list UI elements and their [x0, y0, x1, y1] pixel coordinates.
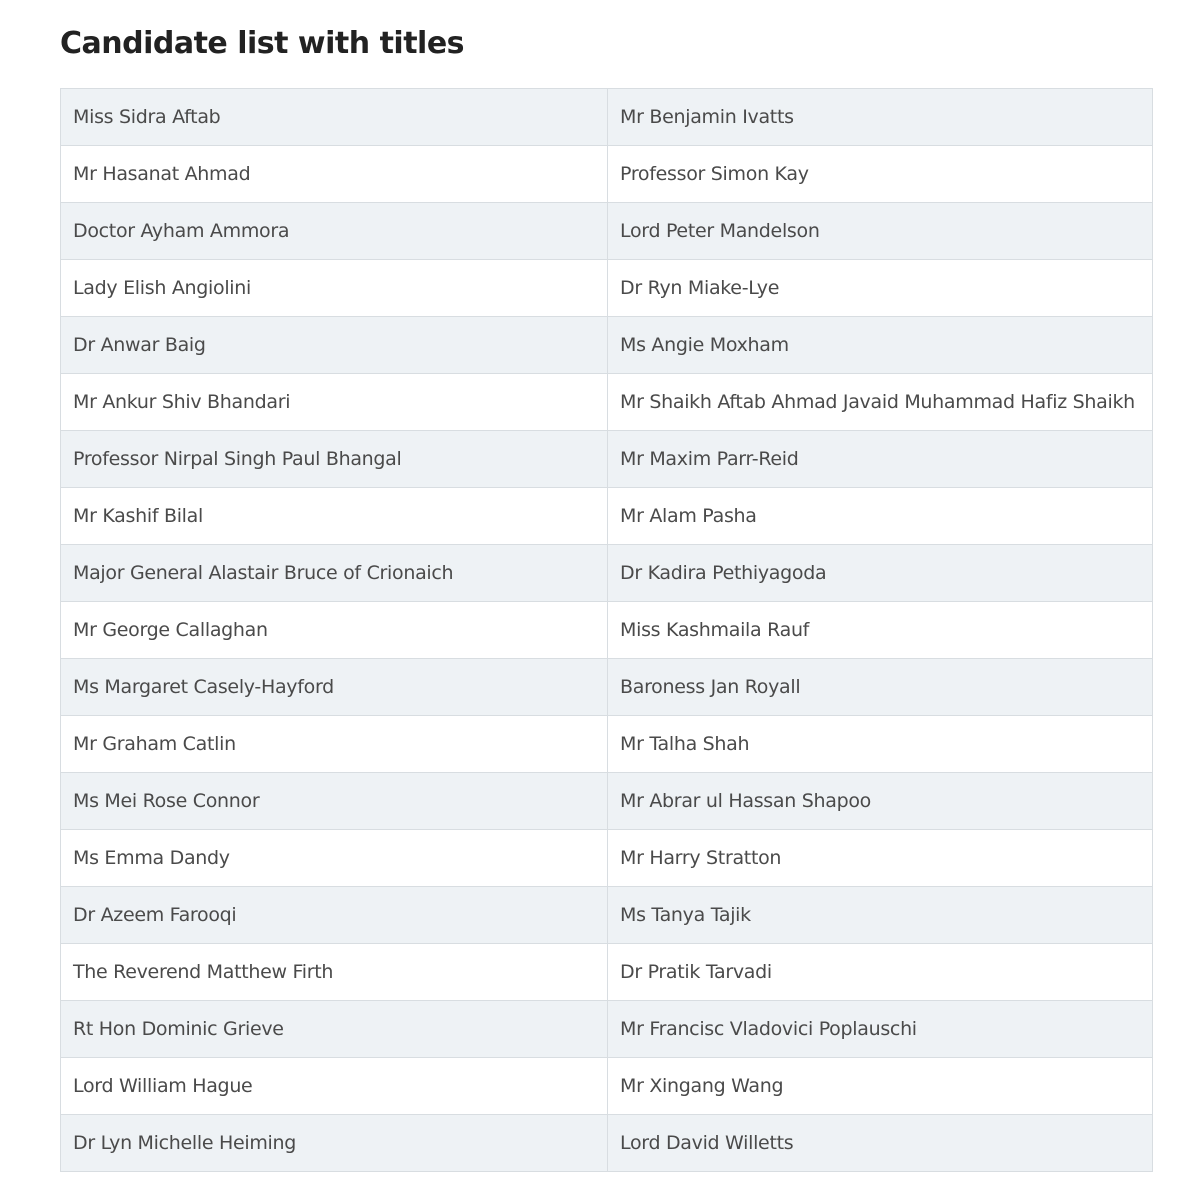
table-row [61, 1115, 1153, 1172]
table-row [61, 89, 1153, 146]
candidate-name: Mr Shaikh Aftab Ahmad Javaid Muhammad Hafiz Shaikh [608, 374, 1153, 431]
candidate-name: Doctor Ayham Ammora [61, 203, 608, 260]
table-row [61, 830, 1153, 887]
table-row [61, 716, 1153, 773]
candidate-name: Rt Hon Dominic Grieve [61, 1001, 608, 1058]
page-title: Candidate list with titles [60, 26, 465, 61]
table-row [61, 944, 1153, 1001]
candidate-name: The Reverend Matthew Firth [61, 944, 608, 1001]
candidate-name: Ms Tanya Tajik [608, 887, 1153, 944]
candidate-name: Miss Sidra Aftab [61, 89, 608, 146]
candidate-name: Mr Francisc Vladovici Poplauschi [608, 1001, 1153, 1058]
candidate-name: Baroness Jan Royall [608, 659, 1153, 716]
candidate-name: Ms Margaret Casely-Hayford [61, 659, 608, 716]
table-row [61, 1001, 1153, 1058]
candidate-name: Mr Talha Shah [608, 716, 1153, 773]
candidate-table [60, 88, 1153, 1172]
candidate-name: Ms Emma Dandy [61, 830, 608, 887]
candidate-name: Mr Kashif Bilal [61, 488, 608, 545]
candidate-name: Dr Azeem Farooqi [61, 887, 608, 944]
candidate-name: Dr Lyn Michelle Heiming [61, 1115, 608, 1172]
candidate-name: Mr Harry Stratton [608, 830, 1153, 887]
table-row [61, 887, 1153, 944]
candidate-name: Dr Ryn Miake-Lye [608, 260, 1153, 317]
candidate-table-body [61, 89, 1153, 1172]
candidate-name: Lord Peter Mandelson [608, 203, 1153, 260]
candidate-name: Lord William Hague [61, 1058, 608, 1115]
candidate-name: Dr Pratik Tarvadi [608, 944, 1153, 1001]
candidate-name: Lady Elish Angiolini [61, 260, 608, 317]
candidate-name: Professor Nirpal Singh Paul Bhangal [61, 431, 608, 488]
table-row [61, 545, 1153, 602]
candidate-name: Dr Anwar Baig [61, 317, 608, 374]
table-row [61, 431, 1153, 488]
table-row [61, 374, 1153, 431]
candidate-name: Professor Simon Kay [608, 146, 1153, 203]
candidate-name: Lord David Willetts [608, 1115, 1153, 1172]
table-row [61, 773, 1153, 830]
table-row [61, 260, 1153, 317]
table-row [61, 146, 1153, 203]
table-row [61, 317, 1153, 374]
candidate-name: Mr Maxim Parr-Reid [608, 431, 1153, 488]
candidate-name: Mr Xingang Wang [608, 1058, 1153, 1115]
candidate-name: Mr George Callaghan [61, 602, 608, 659]
table-row [61, 488, 1153, 545]
candidate-name: Mr Graham Catlin [61, 716, 608, 773]
table-row [61, 659, 1153, 716]
candidate-name: Dr Kadira Pethiyagoda [608, 545, 1153, 602]
candidate-name: Mr Benjamin Ivatts [608, 89, 1153, 146]
candidate-name: Miss Kashmaila Rauf [608, 602, 1153, 659]
candidate-name: Mr Ankur Shiv Bhandari [61, 374, 608, 431]
candidate-name: Ms Mei Rose Connor [61, 773, 608, 830]
candidate-name: Ms Angie Moxham [608, 317, 1153, 374]
candidate-name: Mr Alam Pasha [608, 488, 1153, 545]
table-row [61, 203, 1153, 260]
candidate-name: Mr Abrar ul Hassan Shapoo [608, 773, 1153, 830]
candidate-name: Mr Hasanat Ahmad [61, 146, 608, 203]
table-row [61, 1058, 1153, 1115]
table-row [61, 602, 1153, 659]
candidate-name: Major General Alastair Bruce of Crionaich [61, 545, 608, 602]
